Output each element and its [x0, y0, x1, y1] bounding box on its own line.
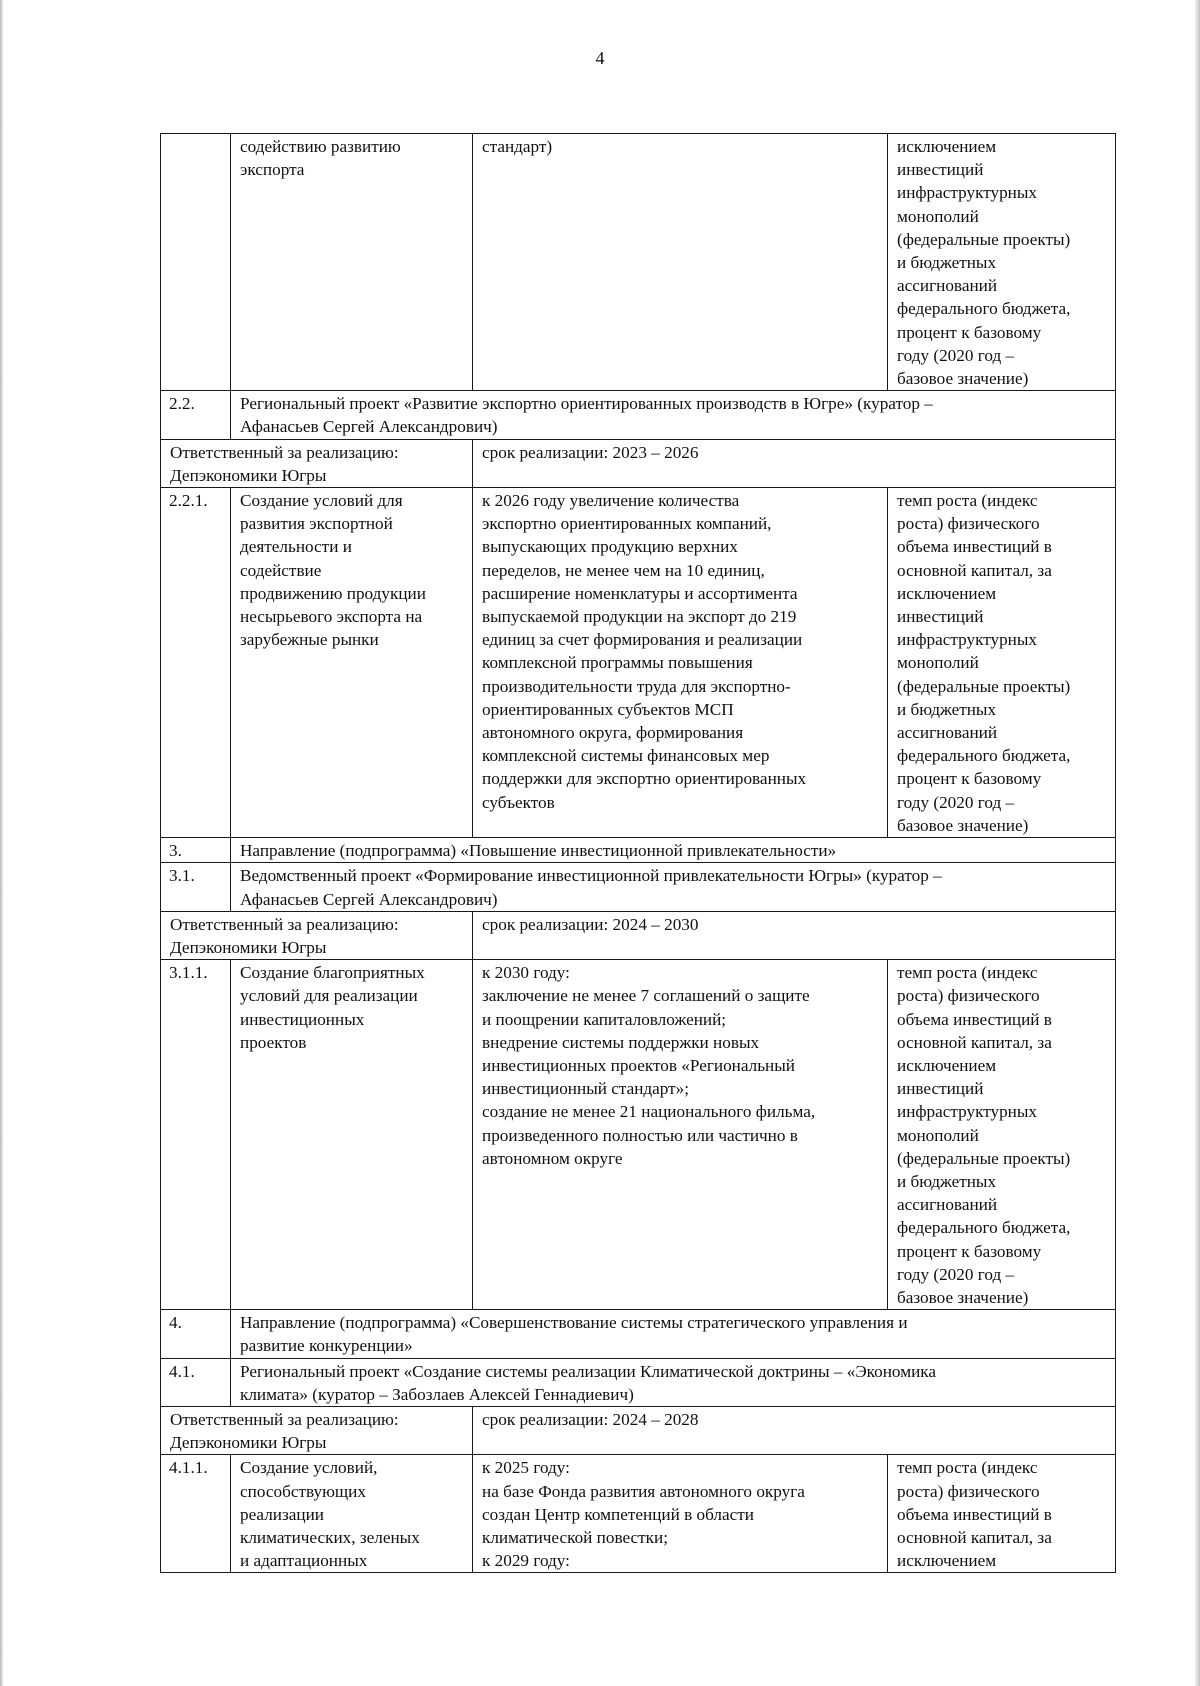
table-row-direction-4 — [161, 1310, 1116, 1358]
indicator-cell: темп роста (индекс роста) физического объема инвестиций в основной капитал, за исключением инвестиций инфраструктурных монополий (федеральные проекты) и бюджетных ассигнований федерального бюджета, процент к базовому году (2020 год – базовое значение) — [888, 488, 1116, 838]
table-row-task-2-2-1 — [161, 488, 1116, 838]
row-number-cell: 4. — [161, 1310, 231, 1358]
row-number-cell: 3.1. — [161, 863, 231, 911]
table-row-task-4-1-1 — [161, 1455, 1116, 1573]
scan-edge-right — [1195, 0, 1200, 1686]
direction-title-cell: Направление (подпрограмма) «Совершенствование системы стратегического управления и развитие конкуренции» — [231, 1310, 1116, 1358]
row-number-cell — [161, 134, 231, 391]
indicator-cell: темп роста (индекс роста) физического объема инвестиций в основной капитал, за исключением — [888, 1455, 1116, 1573]
table-row-project-3-1 — [161, 863, 1116, 911]
table-row-responsible-2-2 — [161, 439, 1116, 487]
term-cell: срок реализации: 2024 – 2030 — [473, 911, 1116, 959]
table-row-task-3-1-1 — [161, 960, 1116, 1310]
row-number-cell: 4.1. — [161, 1358, 231, 1406]
page-number: 4 — [595, 48, 605, 68]
responsible-cell: Ответственный за реализацию: Депэкономики Югры — [161, 911, 473, 959]
responsible-cell: Ответственный за реализацию: Депэкономики Югры — [161, 1406, 473, 1454]
row-number-cell: 3. — [161, 838, 231, 863]
row-number-cell: 2.2. — [161, 391, 231, 439]
project-title-cell: Ведомственный проект «Формирование инвестиционной привлекательности Югры» (куратор – Афанасьев Сергей Александрович) — [231, 863, 1116, 911]
task-name-cell: Создание условий для развития экспортной деятельности и содействие продвижению продукции несырьевого экспорта на зарубежные рынки — [231, 488, 473, 838]
task-result-cell: стандарт) — [473, 134, 888, 391]
responsible-cell: Ответственный за реализацию: Депэкономики Югры — [161, 439, 473, 487]
table-row-responsible-3-1 — [161, 911, 1116, 959]
program-structure-table — [160, 133, 1116, 1573]
direction-title-cell: Направление (подпрограмма) «Повышение инвестиционной привлекательности» — [231, 838, 1116, 863]
indicator-cell: темп роста (индекс роста) физического объема инвестиций в основной капитал, за исключением инвестиций инфраструктурных монополий (федеральные проекты) и бюджетных ассигнований федерального бюджета, процент к базовому году (2020 год – базовое значение) — [888, 960, 1116, 1310]
task-name-cell: Создание благоприятных условий для реализации инвестиционных проектов — [231, 960, 473, 1310]
term-cell: срок реализации: 2023 – 2026 — [473, 439, 1116, 487]
table-row-project-4-1 — [161, 1358, 1116, 1406]
task-result-cell: к 2030 году: заключение не менее 7 соглашений о защите и поощрении капиталовложений; внедрение системы поддержки новых инвестиционных проектов «Региональный инвестиционный стандарт»; создание не менее 21 национального фильма, произведенного полностью или частично в автономном округе — [473, 960, 888, 1310]
task-name-cell: содействию развитию экспорта — [231, 134, 473, 391]
task-result-cell: к 2026 году увеличение количества экспортно ориентированных компаний, выпускающих продукцию верхних переделов, не менее чем на 10 единиц, расширение номенклатуры и ассортимента выпускаемой продукции на экспорт до 219 единиц за счет формирования и реализации комплексной программы повышения производительности труда для экспортно- ориентированных субъектов МСП автономного округа, формирования комплексной системы финансовых мер поддержки для экспортно ориентированных субъектов — [473, 488, 888, 838]
row-number-cell: 3.1.1. — [161, 960, 231, 1310]
project-title-cell: Региональный проект «Создание системы реализации Климатической доктрины – «Экономика климата» (куратор – Забозлаев Алексей Геннадиевич) — [231, 1358, 1116, 1406]
table-row-project-2-2 — [161, 391, 1116, 439]
scan-edge-left — [0, 0, 3, 1686]
term-cell: срок реализации: 2024 – 2028 — [473, 1406, 1116, 1454]
row-number-cell: 2.2.1. — [161, 488, 231, 838]
task-result-cell: к 2025 году: на базе Фонда развития автономного округа создан Центр компетенций в области климатической повестки; к 2029 году: — [473, 1455, 888, 1573]
table-row-responsible-4-1 — [161, 1406, 1116, 1454]
table-row-continuation — [161, 134, 1116, 391]
row-number-cell: 4.1.1. — [161, 1455, 231, 1573]
table-row-direction-3 — [161, 838, 1116, 863]
indicator-cell: исключением инвестиций инфраструктурных монополий (федеральные проекты) и бюджетных ассигнований федерального бюджета, процент к базовому году (2020 год – базовое значение) — [888, 134, 1116, 391]
task-name-cell: Создание условий, способствующих реализации климатических, зеленых и адаптационных — [231, 1455, 473, 1573]
project-title-cell: Региональный проект «Развитие экспортно ориентированных производств в Югре» (куратор – Афанасьев Сергей Александрович) — [231, 391, 1116, 439]
